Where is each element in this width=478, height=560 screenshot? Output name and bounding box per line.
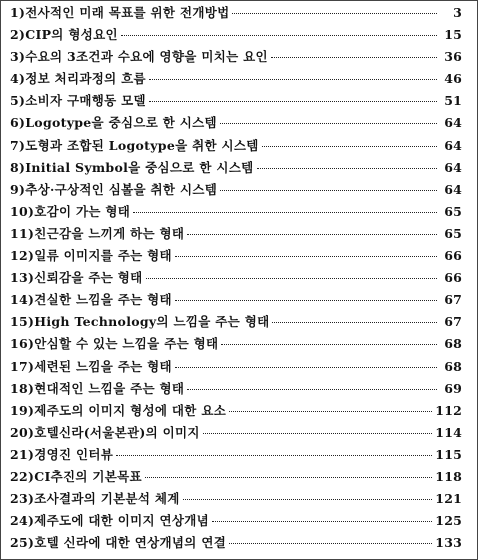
toc-entry-page-number: 121	[435, 491, 462, 507]
dot-leader	[187, 234, 437, 235]
toc-entry	[10, 46, 462, 68]
toc-entry-page-number: 51	[444, 93, 462, 109]
dot-leader	[145, 477, 432, 478]
toc-entry	[10, 488, 462, 510]
toc-entry-page-number: 64	[444, 137, 462, 153]
toc-entry-page-number: 67	[444, 292, 462, 308]
toc-entry	[10, 157, 462, 179]
dot-leader	[262, 146, 437, 147]
toc-entry-title: 16)안심할 수 있는 느낌을 주는 형태	[10, 336, 219, 352]
toc-entry-title: 19)제주도의 이미지 형성에 대한 요소	[10, 402, 227, 418]
toc-entry-page-number: 115	[435, 446, 462, 462]
toc-entry-title: 12)일류 이미지를 주는 형태	[10, 248, 172, 264]
toc-entry-title: 6)Logotype을 중심으로 한 시스템	[10, 115, 217, 131]
toc-entry	[10, 267, 462, 289]
toc-entry	[10, 289, 462, 311]
toc-entry-title: 9)추상·구상적인 심볼을 취한 시스템	[10, 181, 218, 197]
toc-entry-title: 8)Initial Symbol을 중심으로 한 시스템	[10, 159, 254, 175]
toc-entry	[10, 179, 462, 201]
table-of-contents	[10, 2, 462, 554]
toc-entry-page-number: 36	[444, 49, 462, 65]
dot-leader	[272, 322, 437, 323]
dot-leader	[257, 168, 438, 169]
dot-leader	[121, 35, 437, 36]
toc-entry-page-number: 118	[435, 468, 462, 484]
dot-leader	[220, 190, 437, 191]
toc-entry-page-number: 112	[435, 402, 462, 418]
toc-entry	[10, 24, 462, 46]
toc-entry	[10, 466, 462, 488]
toc-entry-page-number: 114	[435, 424, 462, 440]
dot-leader	[175, 256, 437, 257]
toc-entry-title: 20)호텔신라(서울본관)의 이미지	[10, 424, 200, 440]
dot-leader	[221, 344, 437, 345]
toc-entry-title: 22)CI추진의 기본목표	[10, 468, 142, 484]
toc-entry	[10, 68, 462, 90]
toc-entry-page-number: 66	[444, 248, 462, 264]
toc-entry	[10, 223, 462, 245]
toc-entry-title: 24)제주도에 대한 이미지 연상개념	[10, 513, 210, 529]
dot-leader	[133, 212, 437, 213]
dot-leader	[271, 57, 437, 58]
toc-entry-title: 21)경영진 인터뷰	[10, 446, 114, 462]
dot-leader	[116, 455, 432, 456]
dot-leader	[212, 521, 432, 522]
toc-entry	[10, 2, 462, 24]
toc-entry-page-number: 125	[435, 513, 462, 529]
toc-entry-title: 2)CIP의 형성요인	[10, 27, 118, 43]
toc-entry-title: 18)현대적인 느낌을 주는 형태	[10, 380, 185, 396]
toc-entry-page-number: 64	[444, 115, 462, 131]
toc-entry	[10, 532, 462, 554]
toc-entry-title: 15)High Technology의 느낌을 주는 형태	[10, 314, 270, 330]
dot-leader	[229, 411, 432, 412]
toc-entry-page-number: 69	[444, 380, 462, 396]
toc-entry-title: 10)호감이 가는 형태	[10, 203, 131, 219]
toc-entry	[10, 378, 462, 400]
dot-leader	[149, 79, 437, 80]
toc-entry-page-number: 64	[444, 159, 462, 175]
dot-leader	[229, 543, 432, 544]
toc-entry-title: 14)견실한 느낌을 주는 형태	[10, 292, 172, 308]
dot-leader	[187, 389, 437, 390]
toc-entry	[10, 112, 462, 134]
toc-entry	[10, 400, 462, 422]
toc-entry-title: 23)조사결과의 기본분석 체계	[10, 491, 180, 507]
toc-entry	[10, 510, 462, 532]
toc-entry	[10, 444, 462, 466]
toc-entry-page-number: 66	[444, 270, 462, 286]
toc-entry-page-number: 67	[444, 314, 462, 330]
toc-entry	[10, 333, 462, 355]
toc-entry-page-number: 68	[444, 358, 462, 374]
dot-leader	[175, 300, 437, 301]
toc-entry	[10, 201, 462, 223]
toc-entry-title: 7)도형과 조합된 Logotype을 취한 시스템	[10, 137, 259, 153]
toc-entry	[10, 135, 462, 157]
toc-entry-page-number: 15	[444, 27, 462, 43]
toc-entry-page-number: 65	[444, 225, 462, 241]
toc-entry-title: 13)신뢰감을 주는 형태	[10, 270, 143, 286]
toc-entry-page-number: 64	[444, 181, 462, 197]
dot-leader	[232, 13, 437, 14]
dot-leader	[220, 123, 437, 124]
toc-entry-page-number: 133	[435, 535, 462, 551]
toc-entry-title: 4)정보 처리과정의 흐름	[10, 71, 146, 87]
toc-entry-title: 1)전사적인 미래 목표를 위한 전개방법	[10, 5, 230, 20]
toc-entry-page-number: 65	[444, 203, 462, 219]
toc-entry-title: 17)세련된 느낌을 주는 형태	[10, 358, 172, 374]
toc-entry	[10, 422, 462, 444]
toc-entry-title: 3)수요의 3조건과 수요에 영향을 미치는 요인	[10, 49, 268, 65]
toc-entry-page-number: 46	[444, 71, 462, 87]
dot-leader	[203, 433, 433, 434]
toc-entry	[10, 245, 462, 267]
toc-entry	[10, 90, 462, 112]
toc-entry-title: 11)친근감을 느끼게 하는 형태	[10, 225, 185, 241]
dot-leader	[175, 367, 437, 368]
dot-leader	[149, 101, 437, 102]
toc-entry	[10, 311, 462, 333]
toc-entry-page-number: 3	[453, 5, 462, 20]
toc-entry-title: 25)호텔 신라에 대한 연상개념의 연결	[10, 535, 227, 551]
toc-entry-title: 5)소비자 구매행동 모델	[10, 93, 146, 109]
toc-entry-page-number: 68	[444, 336, 462, 352]
toc-entry	[10, 356, 462, 378]
dot-leader	[146, 278, 437, 279]
dot-leader	[183, 499, 433, 500]
